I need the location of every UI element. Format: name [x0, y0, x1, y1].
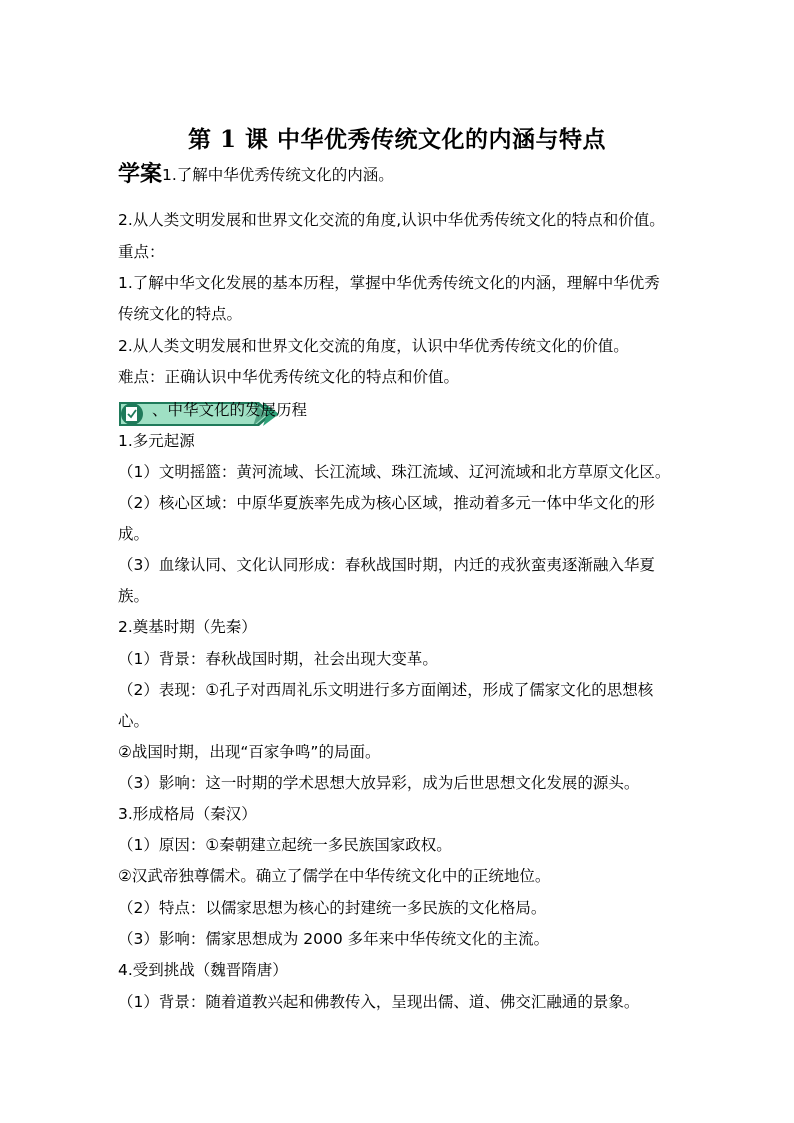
paragraph-1-2-cont: 成。 — [118, 525, 150, 543]
subheading-3: 3.形成格局（秦汉） — [118, 805, 257, 823]
page-title: 第 1 课 中华优秀传统文化的内涵与特点 — [187, 126, 607, 153]
subheading-1: 1.多元起源 — [118, 432, 195, 450]
objective-line-2: 2.从人类文明发展和世界文化交流的角度,认识中华优秀传统文化的特点和价值。 — [118, 211, 665, 229]
objective-text-1: 1.了解中华优秀传统文化的内涵。 — [162, 166, 394, 184]
key-point-1: 1.了解中华文化发展的基本历程，掌握中华优秀传统文化的内涵，理解中华优秀 — [118, 274, 660, 292]
subheading-2: 2.奠基时期（先秦） — [118, 618, 257, 636]
subheading-4: 4.受到挑战（魏晋隋唐） — [118, 961, 288, 979]
paragraph-3-1b: ②汉武帝独尊儒术。确立了儒学在中华传统文化中的正统地位。 — [118, 867, 551, 885]
key-points-heading: 重点： — [118, 243, 165, 261]
paragraph-3-3: （3）影响：儒家思想成为 2000 多年来中华传统文化的主流。 — [118, 930, 550, 948]
paragraph-2-1: （1）背景：春秋战国时期，社会出现大变革。 — [118, 650, 438, 668]
paragraph-1-3: （3）血缘认同、文化认同形成：春秋战国时期，内迁的戎狄蛮夷逐渐融入华夏 — [118, 556, 655, 574]
paragraph-2-3: （3）影响：这一时期的学术思想大放异彩，成为后世思想文化发展的源头。 — [118, 774, 640, 792]
key-point-2: 2.从人类文明发展和世界文化交流的角度，认识中华优秀传统文化的价值。 — [118, 337, 629, 355]
paragraph-3-1: （1）原因：①秦朝建立起统一多民族国家政权。 — [118, 836, 452, 854]
paragraph-2-2-cont: 心。 — [118, 712, 150, 730]
key-point-1-cont: 传统文化的特点。 — [118, 305, 243, 323]
difficulty-line: 难点：正确认识中华优秀传统文化的特点和价值。 — [118, 368, 460, 386]
paragraph-4-1: （1）背景：随着道教兴起和佛教传入，呈现出儒、道、佛交汇融通的景象。 — [118, 993, 640, 1011]
objective-line-1 — [118, 161, 394, 187]
paragraph-3-2: （2）特点：以儒家思想为核心的封建统一多民族的文化格局。 — [118, 899, 547, 917]
paragraph-2-2b: ②战国时期，出现“百家争鸣”的局面。 — [118, 743, 381, 761]
paragraph-1-3-cont: 族。 — [118, 587, 150, 605]
document-check-icon — [126, 407, 137, 421]
paragraph-2-2: （2）表现：①孔子对西周礼乐文明进行多方面阐述，形成了儒家文化的思想核 — [118, 681, 654, 699]
study-label: 学案 — [118, 161, 163, 187]
paragraph-1-1: （1）文明摇篮：黄河流域、长江流域、珠江流域、辽河流域和北方草原文化区。 — [118, 463, 671, 481]
section-heading: 、中华文化的发展历程 — [152, 401, 308, 419]
paragraph-1-2: （2）核心区域：中原华夏族率先成为核心区域，推动着多元一体中华文化的形 — [118, 494, 655, 512]
